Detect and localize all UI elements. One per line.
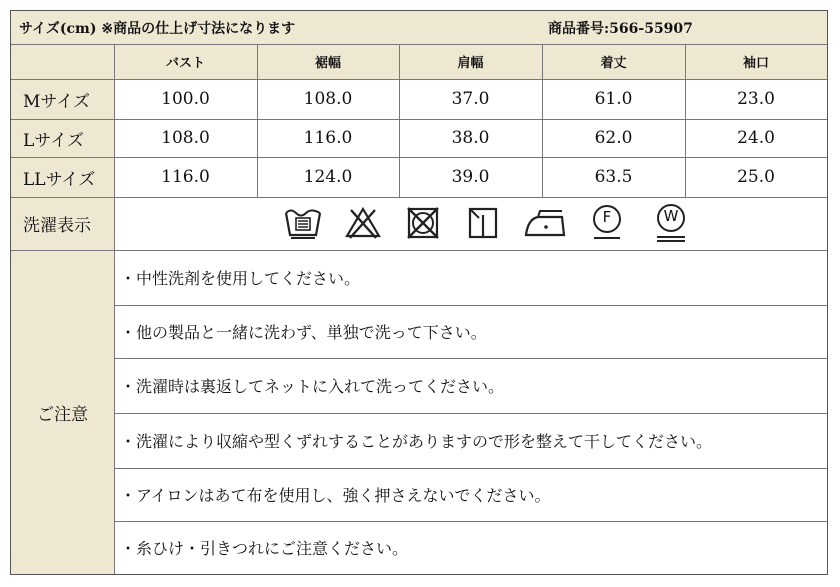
col-header-shoulder-width: 肩幅: [399, 44, 542, 79]
table-cell: 124.0: [303, 167, 353, 187]
divider: [542, 44, 543, 197]
list-item: ・他の製品と一緒に洗わず、単独で洗って下さい。: [120, 323, 487, 342]
divider: [114, 358, 827, 359]
row-label-ll: LLサイズ: [11, 157, 114, 197]
notes-label-cell: [11, 250, 114, 574]
dry-clean-letter: F: [602, 208, 612, 226]
care-label: 洗濯表示: [11, 197, 114, 250]
column-header-corner: [11, 44, 114, 79]
care-icons-area: [114, 197, 827, 250]
divider: [114, 413, 827, 414]
no-tumble-dry-icon: [405, 205, 441, 241]
table-cell: 108.0: [161, 128, 210, 148]
title-bar: [11, 11, 827, 44]
table-cell: 100.0: [161, 89, 210, 109]
list-item: ・中性洗剤を使用してください。: [120, 269, 361, 288]
table-cell: 23.0: [737, 89, 775, 109]
size-care-sheet: [10, 10, 828, 575]
table-cell: 39.0: [451, 167, 490, 187]
table-cell: 63.5: [594, 167, 633, 187]
wet-clean-letter: W: [663, 207, 679, 225]
col-header-hem-width: 裾幅: [257, 44, 399, 79]
col-header-length: 着丈: [542, 44, 685, 79]
product-number: 商品番号:566-55907: [548, 20, 693, 37]
table-cell: 62.0: [594, 128, 633, 148]
table-cell: 116.0: [303, 128, 353, 148]
divider: [114, 521, 827, 522]
size-title: サイズ(cm) ※商品の仕上げ寸法になります: [19, 20, 296, 37]
divider: [11, 79, 827, 80]
table-cell: 108.0: [303, 89, 353, 109]
list-item: ・アイロンはあて布を使用し、強く押さえないでください。: [120, 486, 551, 505]
row-label-m: Mサイズ: [11, 79, 114, 119]
no-bleach-icon: [344, 206, 382, 240]
divider: [114, 44, 115, 574]
divider: [11, 44, 827, 45]
divider: [11, 250, 827, 251]
table-cell: 116.0: [161, 167, 210, 187]
table-cell: 25.0: [737, 167, 775, 187]
divider: [114, 305, 827, 306]
divider: [685, 44, 686, 197]
divider: [114, 468, 827, 469]
divider: [11, 157, 827, 158]
divider: [257, 44, 258, 197]
col-header-cuff: 袖口: [685, 44, 827, 79]
notes-label: ご注意: [37, 404, 88, 425]
iron-low-icon: [522, 207, 570, 239]
divider: [11, 119, 827, 120]
divider: [399, 44, 400, 197]
divider: [11, 197, 827, 198]
table-cell: 61.0: [594, 89, 633, 109]
table-cell: 38.0: [451, 128, 490, 148]
row-label-l: Lサイズ: [11, 119, 114, 157]
list-item: ・糸ひけ・引きつれにご注意ください。: [120, 539, 409, 558]
table-cell: 37.0: [451, 89, 490, 109]
line-dry-shade-icon: [466, 205, 500, 241]
table-cell: 24.0: [737, 128, 775, 148]
wet-clean-gentle-icon: [653, 203, 689, 245]
dry-clean-f-icon: [590, 204, 624, 242]
list-item: ・洗濯により収縮や型くずれすることがありますので形を整えて干してください。: [120, 432, 713, 451]
wash-30-gentle-icon: [284, 205, 322, 241]
list-item: ・洗濯時は裏返してネットに入れて洗ってください。: [120, 377, 505, 396]
col-header-bust: バスト: [114, 44, 257, 79]
